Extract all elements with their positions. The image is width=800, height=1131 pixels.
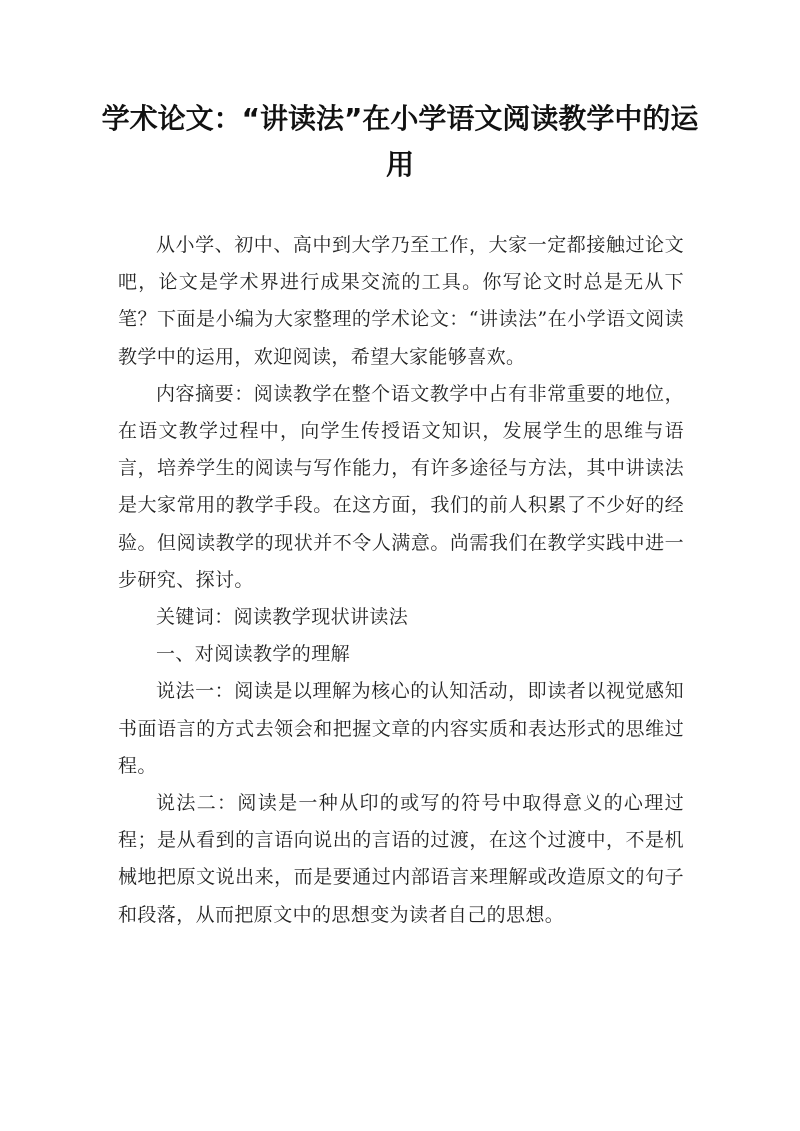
document-title: 学术论文：“讲读法”在小学语文阅读教学中的运用 [101,102,699,181]
abstract-paragraph: 内容摘要：阅读教学在整个语文教学中占有非常重要的地位，在语文教学过程中，向学生传授语文知识，发展学生的思维与语言，培养学生的阅读与写作能力，有许多途径与方法，其中讲读法是大家常用的教学手段。在这方面，我们的前人积累了不少好的经验。但阅读教学的现状并不令人满意。尚需我们在教学实践中进一步研究、探讨。 [118,382,684,591]
section-heading: 一、对阅读教学的理解 [156,643,351,666]
keywords-paragraph: 关键词：阅读教学现状讲读法 [156,606,409,629]
intro-paragraph: 从小学、初中、高中到大学乃至工作，大家一定都接触过论文吧，论文是学术界进行成果交流的工具。你写论文时总是无从下笔？下面是小编为大家整理的学术论文：“讲读法”在小学语文阅读教学中的运用，欢迎阅读，希望大家能够喜欢。 [118,234,684,368]
definition-one-paragraph: 说法一：阅读是以理解为核心的认知活动，即读者以视觉感知书面语言的方式去领会和把握文章的内容实质和表达形式的思维过程。 [118,680,684,777]
definition-two-paragraph: 说法二：阅读是一种从印的或写的符号中取得意义的心理过程；是从看到的言语向说出的言语的过渡，在这个过渡中，不是机械地把原文说出来，而是要通过内部语言来理解或改造原文的句子和段落，从而把原文中的思想变为读者自己的思想。 [118,792,684,926]
document-body [118,227,684,934]
